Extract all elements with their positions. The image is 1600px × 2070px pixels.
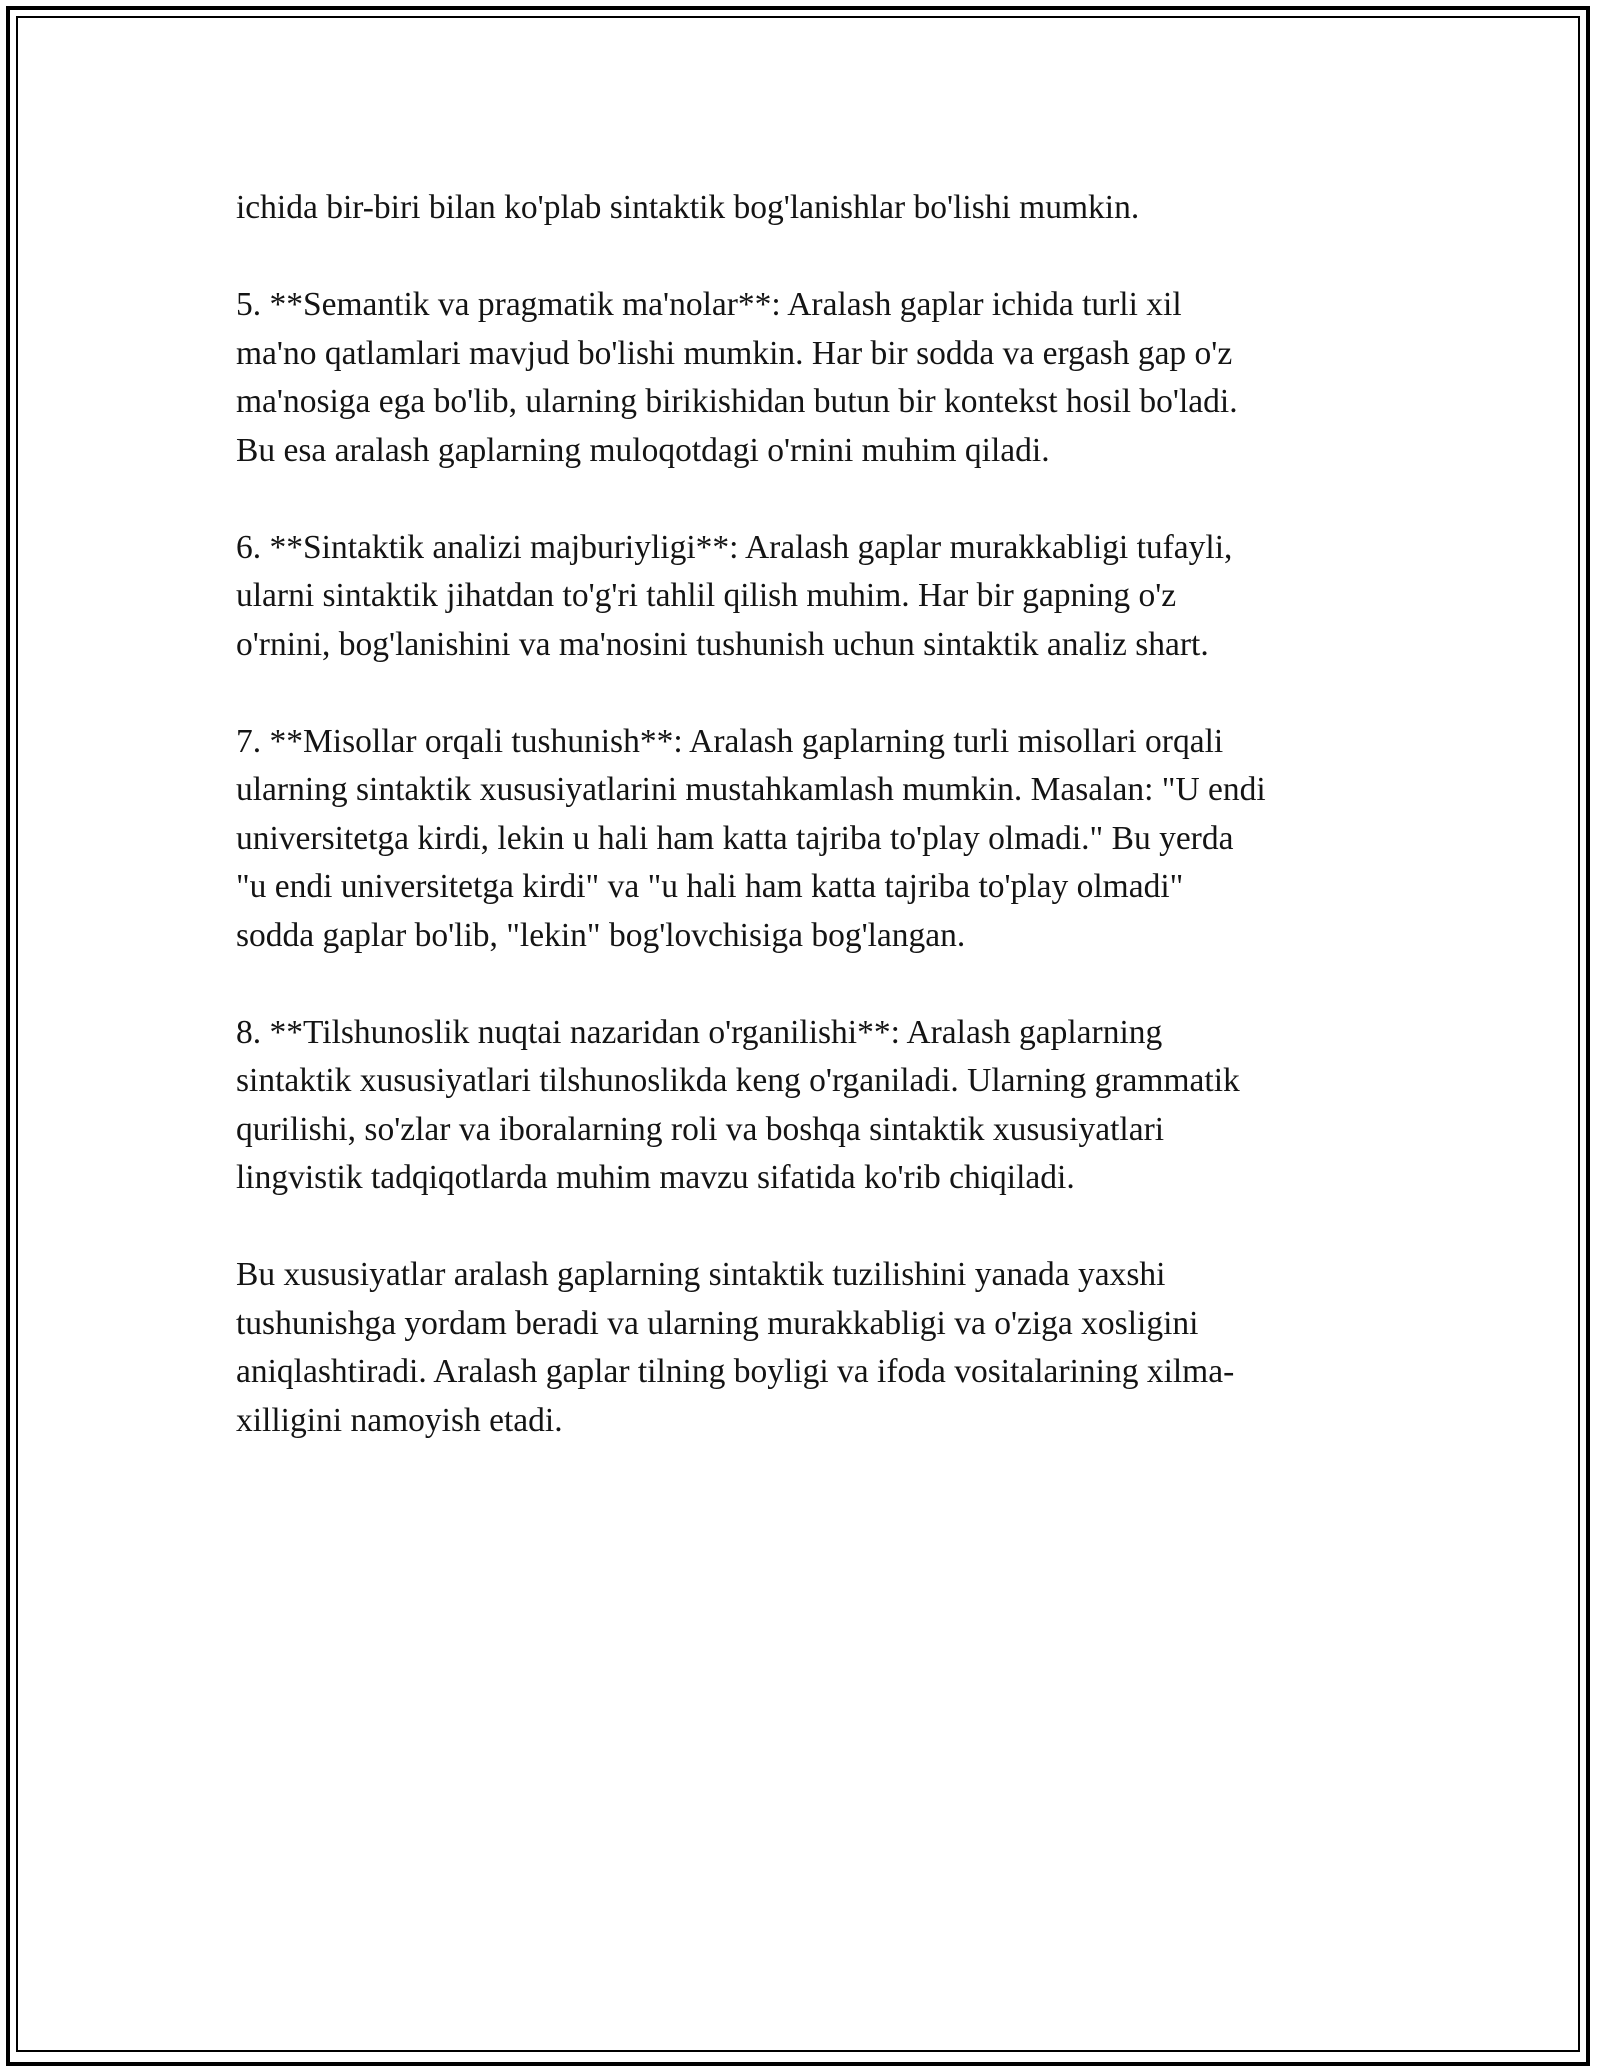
paragraph-conclusion (236, 1251, 1376, 1445)
text-line: ularni sintaktik jihatdan to'g'ri tahlil qilish muhim. Har bir gapning o'z (236, 577, 1177, 614)
text-line: sodda gaplar bo'lib, "lekin" bog'lovchisiga bog'langan. (236, 916, 966, 954)
list-item-6 (236, 524, 1376, 670)
text-line: ichida bir-biri bilan ko'plab sintaktik bog'lanishlar bo'lishi mumkin. (236, 189, 1140, 226)
paragraph-spacer (236, 475, 1376, 524)
page-body (236, 184, 1376, 1445)
list-item-8 (236, 1009, 1376, 1203)
text-line: o'rnini, bog'lanishini va ma'nosini tushunish uchun sintaktik analiz shart. (236, 625, 1209, 663)
list-item-7 (236, 718, 1376, 961)
text-line: 8. **Tilshunoslik nuqtai nazaridan o'rganilishi**: Aralash gaplarning (236, 1013, 1163, 1051)
text-line: sintaktik xususiyatlari tilshunoslikda keng o'rganiladi. Ularning grammatik (236, 1062, 1240, 1099)
text-line: "u endi universitetga kirdi" va "u hali ham katta tajriba to'play olmadi" (236, 868, 1184, 905)
text-line: ularning sintaktik xususiyatlarini mustahkamlash mumkin. Masalan: "U endi (236, 771, 1266, 808)
text-line: qurilishi, so'zlar va iboralarning roli va boshqa sintaktik xususiyatlari (236, 1110, 1165, 1148)
paragraph-spacer (236, 669, 1376, 718)
text-line: 7. **Misollar orqali tushunish**: Aralash gaplarning turli misollari orqali (236, 722, 1224, 760)
text-line: xilligini namoyish etadi. (236, 1401, 563, 1439)
text-line: aniqlashtiradi. Aralash gaplar tilning boyligi va ifoda vositalarining xilma- (236, 1353, 1235, 1390)
paragraph-continuation (236, 184, 1376, 233)
text-line: lingvistik tadqiqotlarda muhim mavzu sifatida ko'rib chiqiladi. (236, 1159, 1075, 1196)
text-line: ma'no qatlamlari mavjud bo'lishi mumkin. Har bir sodda va ergash gap o'z (236, 334, 1233, 372)
text-line: 5. **Semantik va pragmatik ma'nolar**: Aralash gaplar ichida turli xil (236, 286, 1182, 323)
text-line: universitetga kirdi, lekin u hali ham katta tajriba to'play olmadi." Bu yerda (236, 819, 1234, 857)
text-line: Bu esa aralash gaplarning muloqotdagi o'rnini muhim qiladi. (236, 431, 1050, 469)
paragraph-spacer (236, 960, 1376, 1009)
list-item-5 (236, 281, 1376, 475)
text-line: ma'nosiga ega bo'lib, ularning birikishidan butun bir kontekst hosil bo'ladi. (236, 383, 1238, 420)
paragraph-spacer (236, 1203, 1376, 1252)
text-line: tushunishga yordam beradi va ularning murakkabligi va o'ziga xosligini (236, 1304, 1199, 1342)
text-line: Bu xususiyatlar aralash gaplarning sintaktik tuzilishini yanada yaxshi (236, 1256, 1166, 1293)
paragraph-spacer (236, 233, 1376, 282)
text-line: 6. **Sintaktik analizi majburiyligi**: Aralash gaplar murakkabligi tufayli, (236, 528, 1233, 566)
